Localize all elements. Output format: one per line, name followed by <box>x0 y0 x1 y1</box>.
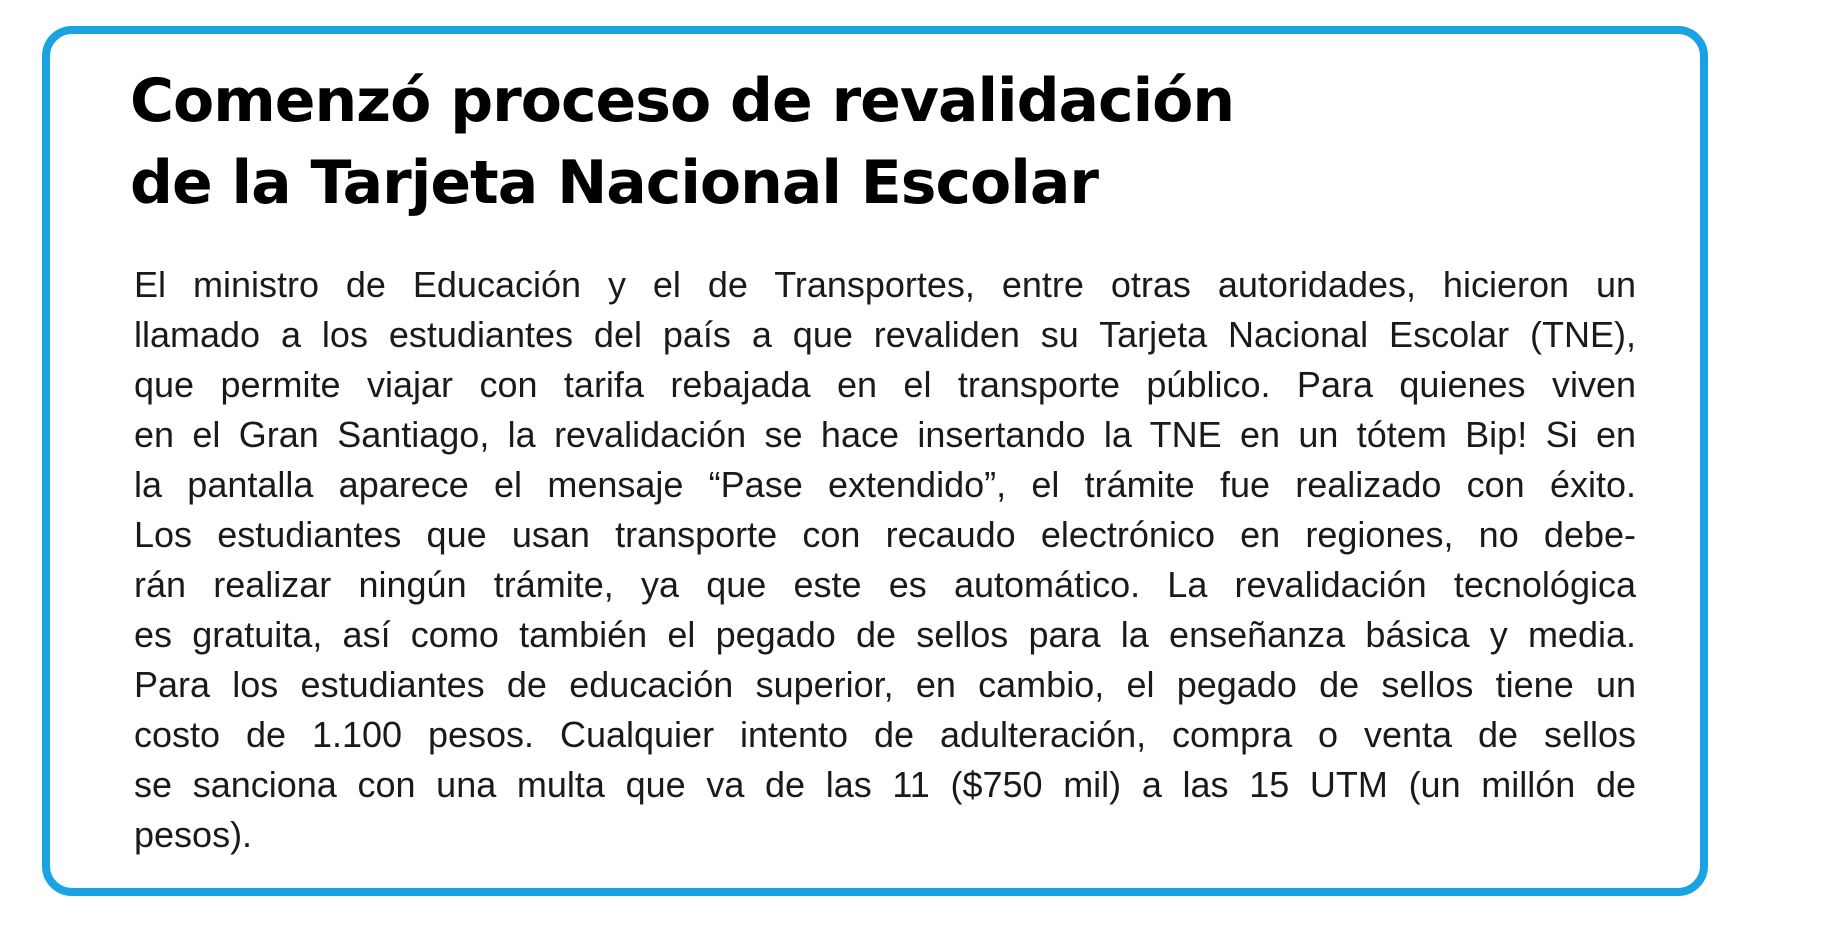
body-line-10: costo de 1.100 pesos. Cualquier intento de adulteración, compra o venta de sellos <box>134 714 1636 755</box>
headline-line-1: Comenzó proceso de revalidación <box>130 66 1235 136</box>
headline-line-2: de la Tarjeta Nacional Escolar <box>130 148 1098 218</box>
body-line-4: en el Gran Santiago, la revalidación se hace insertando la TNE en un tótem Bip! Si en <box>134 414 1636 455</box>
article-body <box>134 260 1636 860</box>
body-line-2: llamado a los estudiantes del país a que revaliden su Tarjeta Nacional Escolar (TNE), <box>134 314 1636 355</box>
body-line-3: que permite viajar con tarifa rebajada en el transporte público. Para quienes viven <box>134 364 1636 405</box>
body-line-9: Para los estudiantes de educación superior, en cambio, el pegado de sellos tiene un <box>134 664 1636 705</box>
article-headline <box>130 60 1530 224</box>
body-line-11: se sanciona con una multa que va de las 11 ($750 mil) a las 15 UTM (un millón de <box>134 764 1636 805</box>
body-line-1: El ministro de Educación y el de Transportes, entre otras autoridades, hicieron un <box>134 264 1636 305</box>
body-line-6: Los estudiantes que usan transporte con recaudo electrónico en regiones, no debe- <box>134 514 1636 555</box>
body-line-8: es gratuita, así como también el pegado de sellos para la enseñanza básica y media. <box>134 614 1636 655</box>
body-line-5: la pantalla aparece el mensaje “Pase extendido”, el trámite fue realizado con éxito. <box>134 464 1636 505</box>
body-line-7: rán realizar ningún trámite, ya que este es automático. La revalidación tecnológica <box>134 564 1636 605</box>
body-line-12: pesos). <box>134 814 253 855</box>
